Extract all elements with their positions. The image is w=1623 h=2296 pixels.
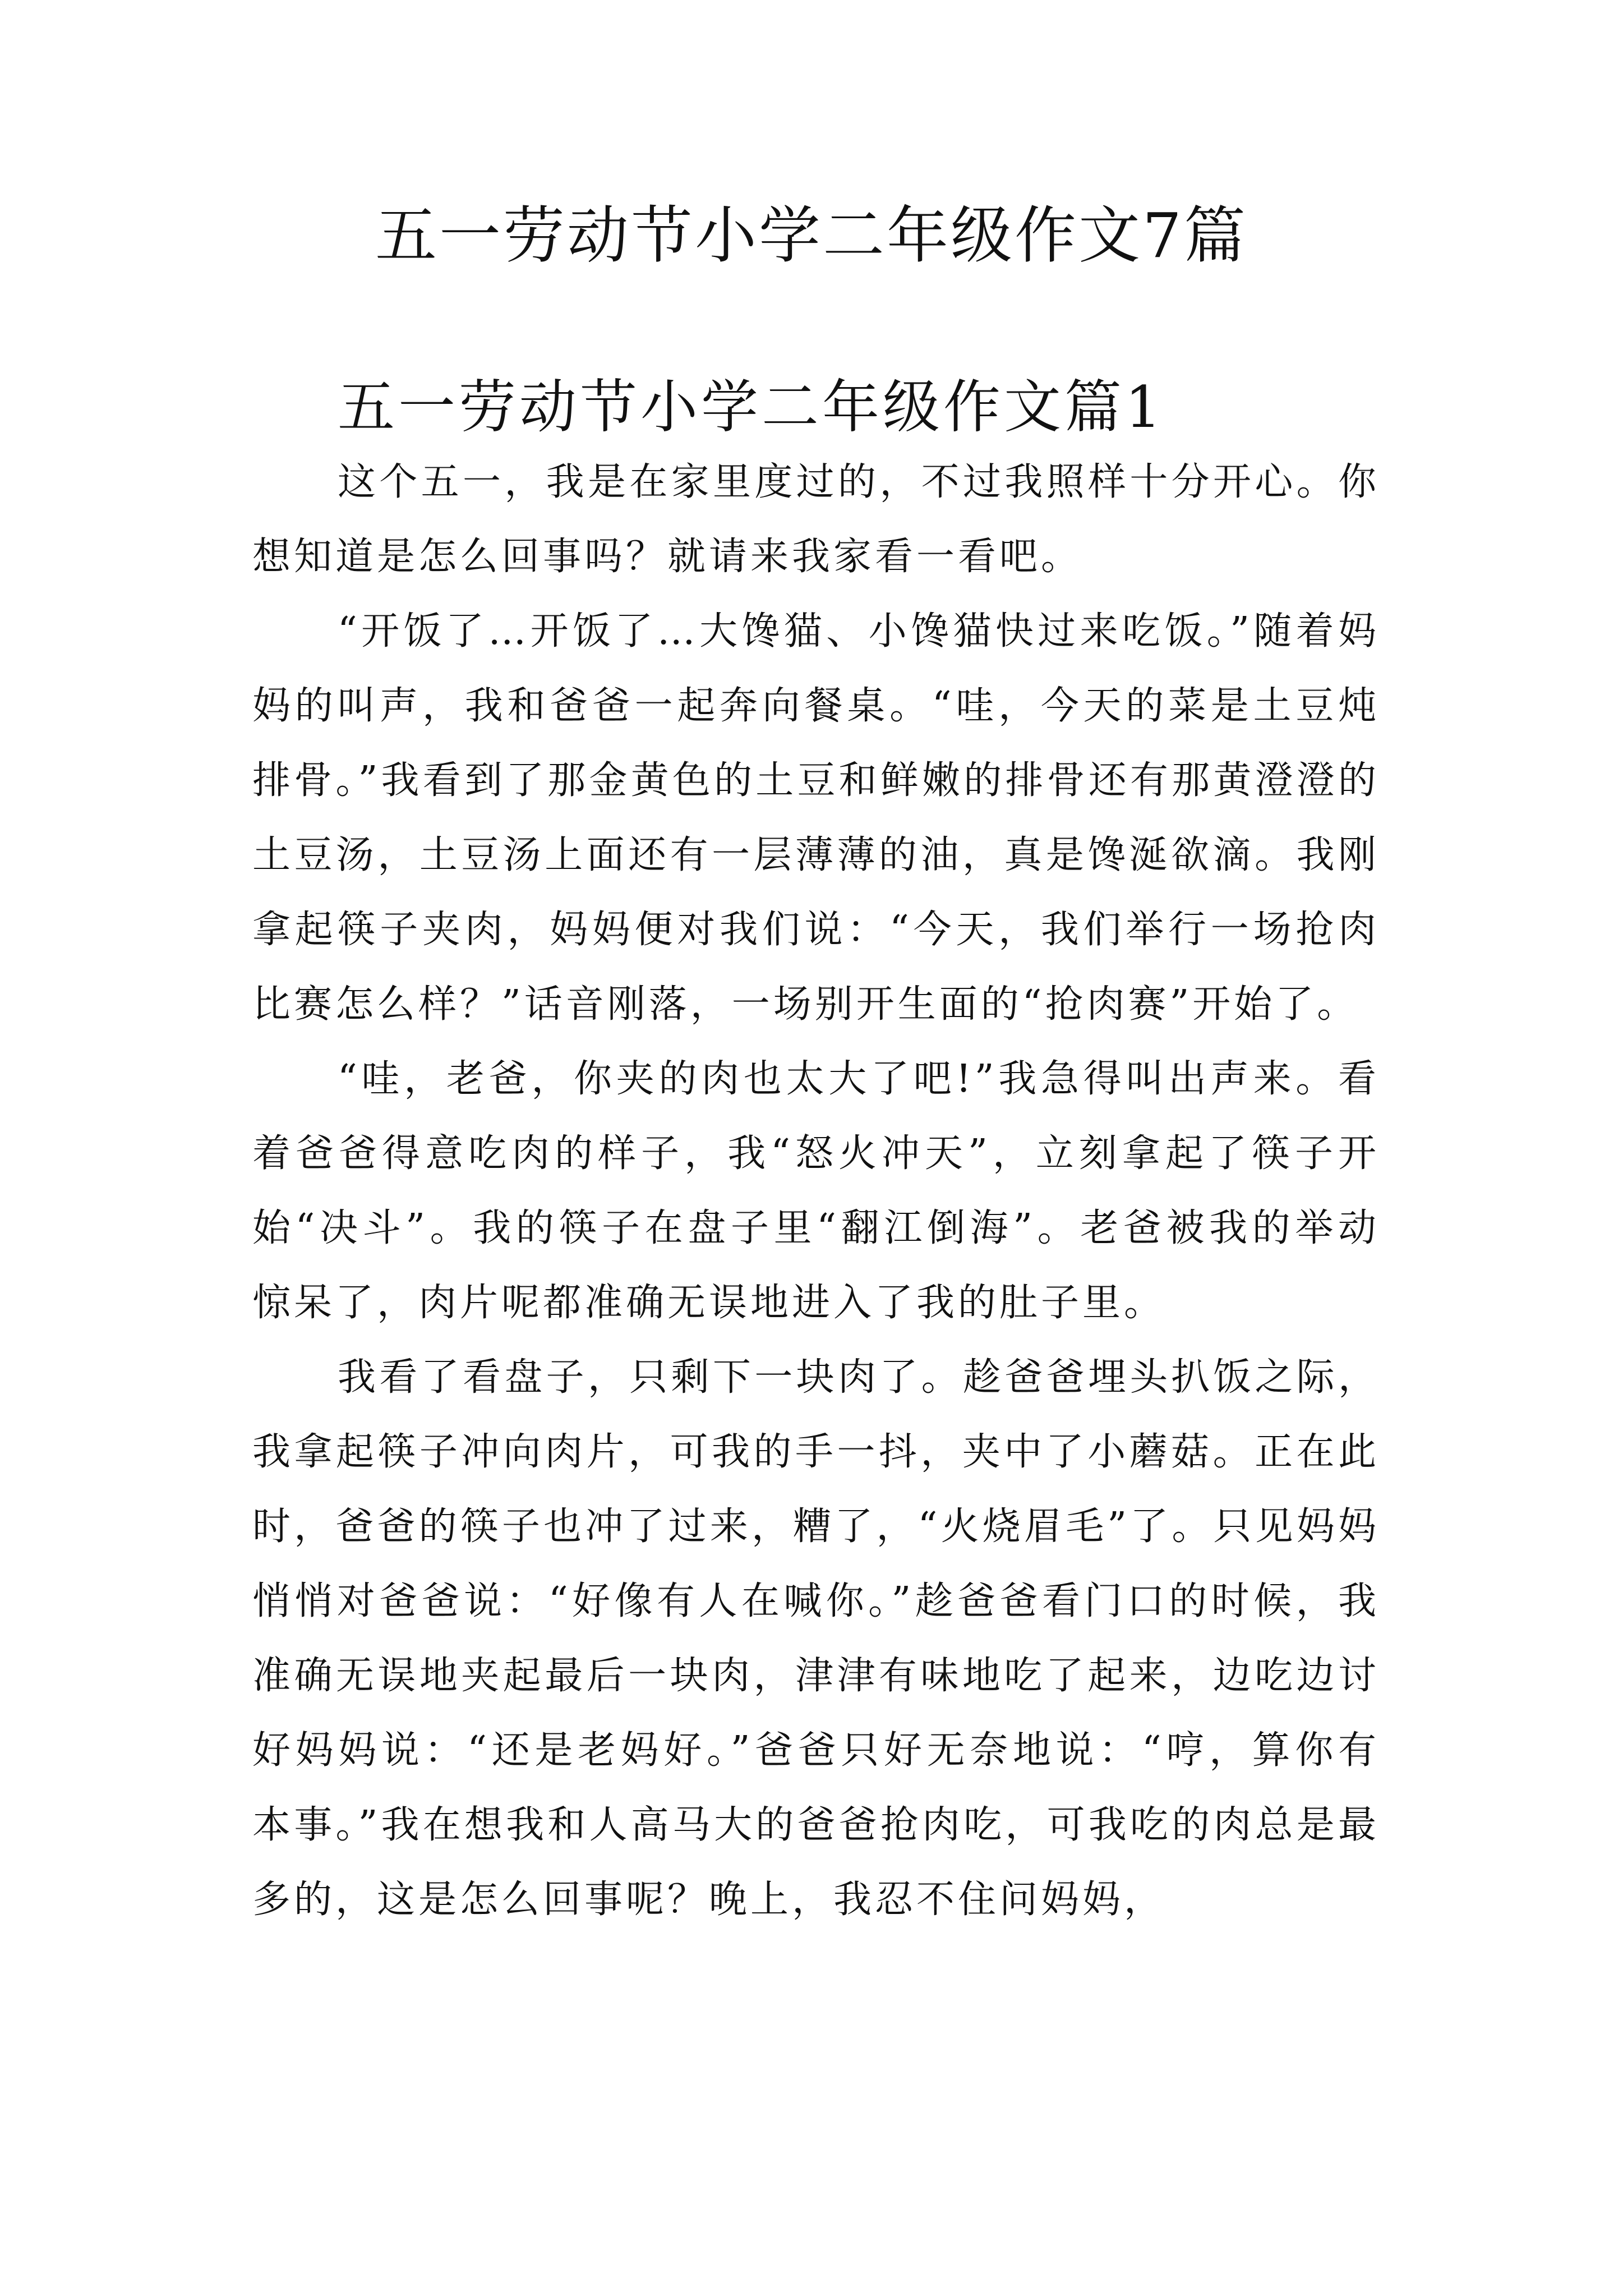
document-body (252, 370, 1380, 1937)
section-heading: 五一劳动节小学二年级作文篇1 (338, 374, 1165, 441)
paragraph: 我看了看盘子，只剩下一块肉了。趁爸爸埋头扒饭之际，我拿起筷子冲向肉片，可我的手一抖，夹中了小蘑菇。正在此时，爸爸的筷子也冲了过来，糟了，“火烧眉毛”了。只见妈妈悄悄对爸爸说：“好像有人在喊你。”趁爸爸看门口的时候，我准确无误地夹起最后一块肉，津津有味地吃了起来，边吃边讨好妈妈说：“还是老妈好。”爸爸只好无奈地说：“哼，算你有本事。”我在想我和人高马大的爸爸抢肉吃，可我吃的肉总是最多的，这是怎么回事呢？晚上，我忍不住问妈妈， (252, 1355, 1380, 1922)
paragraph: “开饭了…开饭了…大馋猫、小馋猫快过来吃饭。”随着妈妈的叫声，我和爸爸一起奔向餐桌。“哇，今天的菜是土豆炖排骨。”我看到了那金黄色的土豆和鲜嫩的排骨还有那黄澄澄的土豆汤，土豆汤上面还有一层薄薄的油，真是馋涎欲滴。我刚拿起筷子夹肉，妈妈便对我们说：“今天，我们举行一场抢肉比赛怎么样？”话音刚落，一场别开生面的“抢肉赛”开始了。 (252, 609, 1380, 1027)
paragraph: “哇，老爸，你夹的肉也太大了吧!”我急得叫出声来。看着爸爸得意吃肉的样子，我“怒火冲天”，立刻拿起了筷子开始“决斗”。我的筷子在盘子里“翻江倒海”。老爸被我的举动惊呆了，肉片呢都准确无误地进入了我的肚子里。 (252, 1057, 1380, 1325)
document-title: 五一劳动节小学二年级作文7篇 (375, 200, 1248, 272)
paragraph: 这个五一，我是在家里度过的，不过我照样十分开心。你想知道是怎么回事吗？就请来我家看一看吧。 (252, 460, 1380, 579)
